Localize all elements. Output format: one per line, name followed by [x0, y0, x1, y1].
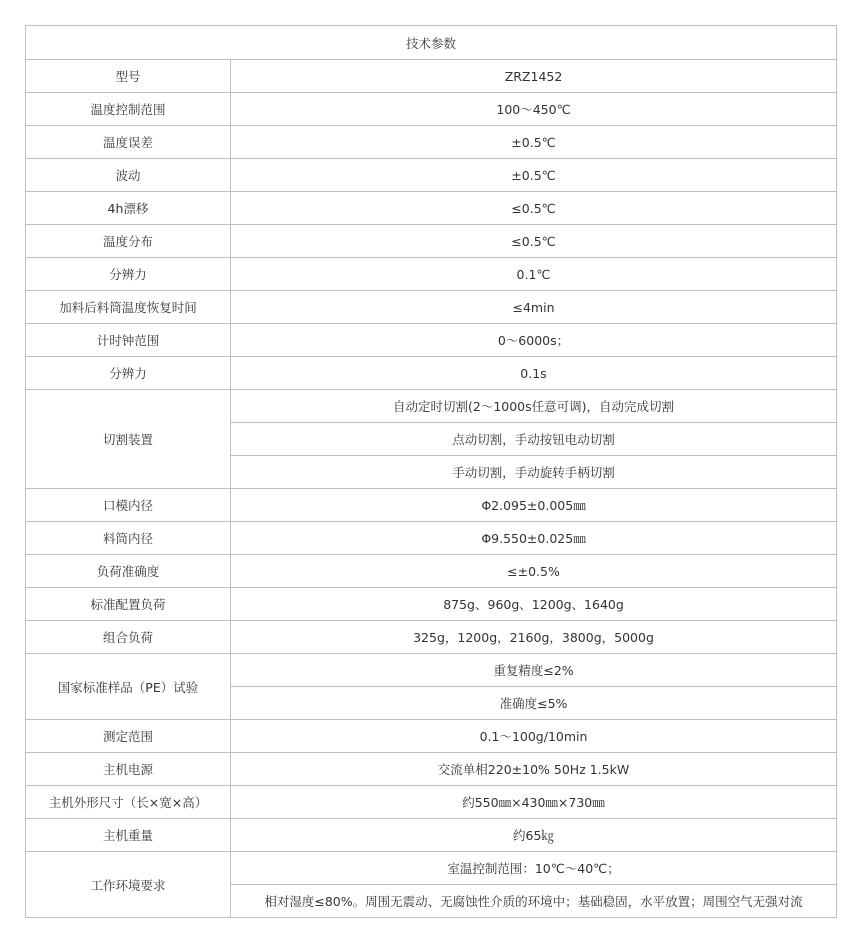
row-value: 相对湿度≤80%。周围无震动、无腐蚀性介质的环境中；基础稳固，水平放置；周围空气无强对流: [231, 885, 837, 918]
row-label: 温度控制范围: [26, 93, 231, 126]
row-value: ±0.5℃: [231, 159, 837, 192]
table-row: [26, 654, 837, 687]
row-label: 温度分布: [26, 225, 231, 258]
row-label: 切割装置: [26, 390, 231, 489]
table-row: [26, 522, 837, 555]
table-row: [26, 225, 837, 258]
spec-table: [25, 25, 837, 918]
row-label: 工作环境要求: [26, 852, 231, 918]
row-value: 准确度≤5%: [231, 687, 837, 720]
row-value: 室温控制范围：10℃～40℃；: [231, 852, 837, 885]
row-value: ≤0.5℃: [231, 192, 837, 225]
table-row: [26, 93, 837, 126]
row-value: ±0.5℃: [231, 126, 837, 159]
row-value: 自动定时切割(2～1000s任意可调)，自动完成切割: [231, 390, 837, 423]
row-label: 分辨力: [26, 357, 231, 390]
table-row: [26, 852, 837, 885]
row-value: 0.1～100g/10min: [231, 720, 837, 753]
table-row: [26, 720, 837, 753]
table-row: [26, 786, 837, 819]
row-value: 约550㎜×430㎜×730㎜: [231, 786, 837, 819]
row-value: 0.1s: [231, 357, 837, 390]
table-row: [26, 159, 837, 192]
row-label: 国家标准样品（PE）试验: [26, 654, 231, 720]
row-label: 口模内径: [26, 489, 231, 522]
row-value: Φ2.095±0.005㎜: [231, 489, 837, 522]
table-row: [26, 126, 837, 159]
row-label: 测定范围: [26, 720, 231, 753]
row-value: 0～6000s；: [231, 324, 837, 357]
table-row: [26, 489, 837, 522]
row-label: 温度误差: [26, 126, 231, 159]
row-label: 主机外形尺寸（长×宽×高）: [26, 786, 231, 819]
row-label: 型号: [26, 60, 231, 93]
table-row: [26, 258, 837, 291]
row-value: ZRZ1452: [231, 60, 837, 93]
row-value: 325g，1200g，2160g，3800g，5000g: [231, 621, 837, 654]
row-label: 4h漂移: [26, 192, 231, 225]
row-value: 重复精度≤2%: [231, 654, 837, 687]
row-label: 负荷准确度: [26, 555, 231, 588]
table-row: [26, 324, 837, 357]
row-value: 交流单相220±10% 50Hz 1.5kW: [231, 753, 837, 786]
table-row: [26, 555, 837, 588]
row-value: Φ9.550±0.025㎜: [231, 522, 837, 555]
table-row: [26, 357, 837, 390]
table-header-row: [26, 26, 837, 60]
row-label: 料筒内径: [26, 522, 231, 555]
table-row: [26, 60, 837, 93]
table-row: [26, 291, 837, 324]
row-value: 0.1℃: [231, 258, 837, 291]
row-value: ≤4min: [231, 291, 837, 324]
row-value: 约65㎏: [231, 819, 837, 852]
row-value: 手动切割，手动旋转手柄切割: [231, 456, 837, 489]
table-row: [26, 192, 837, 225]
table-row: [26, 390, 837, 423]
table-row: [26, 819, 837, 852]
row-label: 计时钟范围: [26, 324, 231, 357]
row-label: 标准配置负荷: [26, 588, 231, 621]
row-value: 875g、960g、1200g、1640g: [231, 588, 837, 621]
row-value: 100～450℃: [231, 93, 837, 126]
table-row: [26, 753, 837, 786]
row-value: ≤±0.5%: [231, 555, 837, 588]
row-value: 点动切割，手动按钮电动切割: [231, 423, 837, 456]
row-label: 主机电源: [26, 753, 231, 786]
row-label: 加料后料筒温度恢复时间: [26, 291, 231, 324]
row-label: 主机重量: [26, 819, 231, 852]
row-value: ≤0.5℃: [231, 225, 837, 258]
table-row: [26, 588, 837, 621]
row-label: 分辨力: [26, 258, 231, 291]
table-row: [26, 621, 837, 654]
row-label: 波动: [26, 159, 231, 192]
table-title: 技术参数: [26, 26, 837, 60]
row-label: 组合负荷: [26, 621, 231, 654]
spec-table-body: [26, 26, 837, 918]
